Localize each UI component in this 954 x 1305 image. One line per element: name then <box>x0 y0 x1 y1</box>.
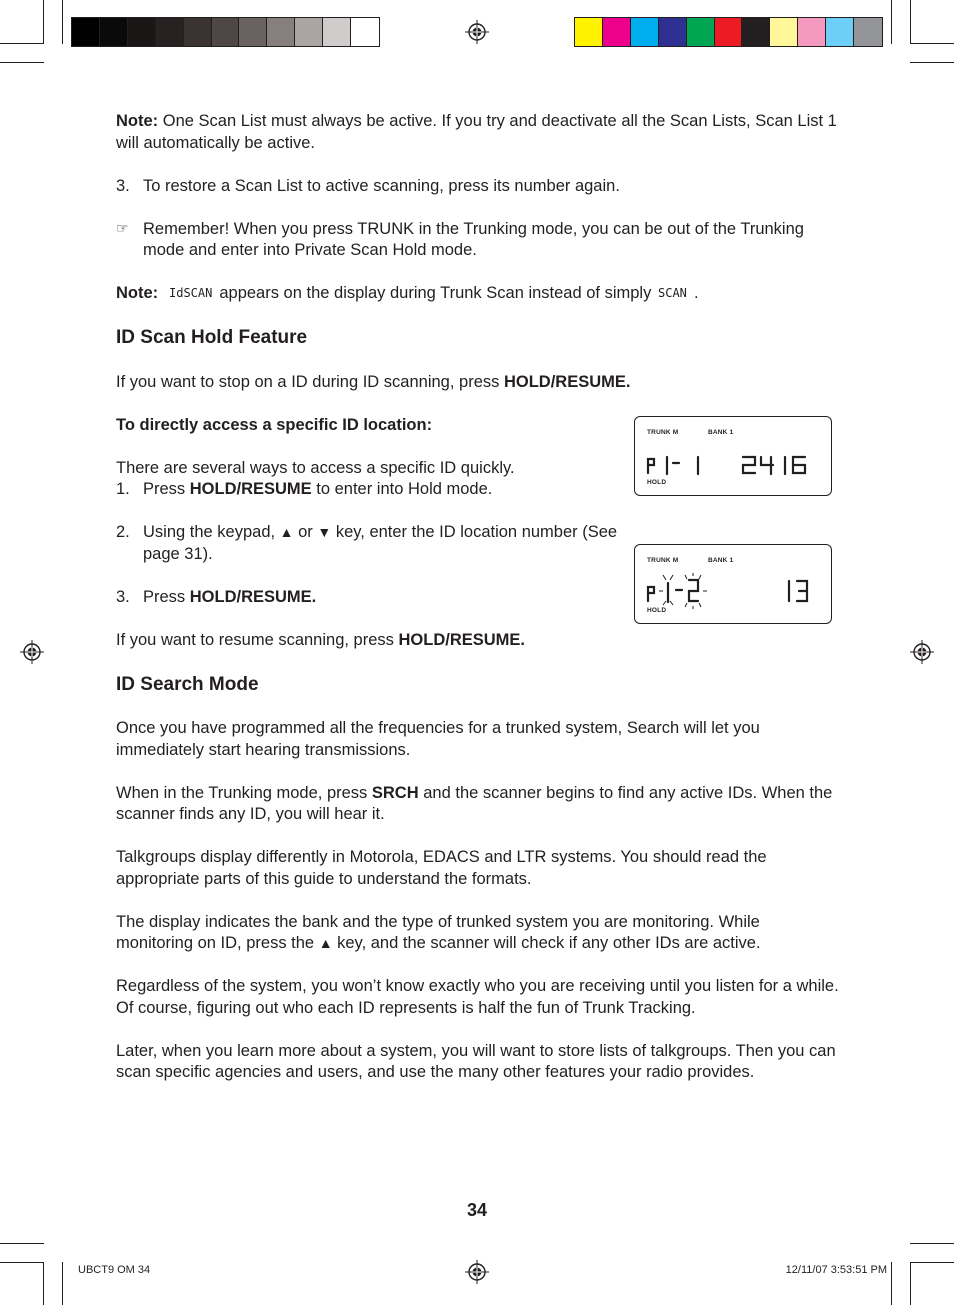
color-swatch <box>184 18 212 46</box>
registration-mark-icon <box>910 640 934 664</box>
crop-mark <box>0 62 44 63</box>
color-swatch <box>323 18 351 46</box>
color-swatch <box>742 18 770 46</box>
down-triangle-icon: ▼ <box>317 524 332 540</box>
slug-left: UBCT9 OM 34 <box>78 1264 151 1276</box>
pointing-hand-icon: ☞ <box>116 220 129 237</box>
crop-mark <box>0 1262 44 1263</box>
id-search-p2: When in the Trunking mode, press SRCH and the scanner begins to find any active IDs. When the scanner finds any ID, you will hear it. <box>116 783 833 823</box>
color-swatch <box>798 18 826 46</box>
scan-lcd-icon <box>658 284 694 300</box>
grayscale-color-bar <box>71 17 380 47</box>
crop-mark <box>0 43 44 44</box>
crop-mark <box>62 0 63 44</box>
crop-mark <box>891 1262 892 1305</box>
step-restore-scan-list: 3. To restore a Scan List to active scanning, press its number again. <box>116 176 620 195</box>
lcd-segment-digits <box>635 417 833 497</box>
color-swatch <box>631 18 659 46</box>
color-swatch <box>770 18 798 46</box>
remember-tip: ☞ Remember! When you press TRUNK in the Trunking mode, you can be out of the Trunking mode and enter into Private Scan Hold mode. <box>116 219 840 262</box>
page-number: 34 <box>466 1200 488 1220</box>
crop-mark <box>910 1262 911 1305</box>
crop-mark <box>43 0 44 44</box>
lcd-display-hold: TRUNK M BANK 1 HOLD <box>634 416 832 496</box>
note-scan-list: Note: One Scan List must always be active. If you try and deactivate all the Scan Lists, Scan List 1 will automatically be active. <box>116 112 837 152</box>
step-press-hold: 3. Press HOLD/RESUME. <box>116 587 317 606</box>
color-swatch <box>212 18 240 46</box>
id-scan-hold-intro: If you want to stop on a ID during ID scanning, press HOLD/RESUME. <box>116 372 631 391</box>
color-swatch <box>715 18 743 46</box>
color-swatch <box>239 18 267 46</box>
step-keypad: 2. Using the keypad, ▲ or ▼ key, enter the ID location number (See page 31). <box>116 523 618 563</box>
idscan-lcd-icon <box>169 284 215 300</box>
section-heading-id-search: ID Search Mode <box>116 673 259 695</box>
lcd-display-id-location: TRUNK M BANK 1 HOLD <box>634 544 832 624</box>
crop-mark <box>910 43 954 44</box>
color-swatch <box>267 18 295 46</box>
slug-right: 12/11/07 3:53:51 PM <box>785 1264 887 1276</box>
up-triangle-icon: ▲ <box>279 524 294 540</box>
id-search-p3: Talkgroups display differently in Motorola, EDACS and LTR systems. You should read the appropriate parts of this guide to understand the formats. <box>116 848 767 888</box>
ways-text: There are several ways to access a specific ID quickly. <box>116 458 515 477</box>
note-idscan-display: Note: IdSCAN appears on the display during Trunk Scan instead of simply SCAN . <box>116 284 699 302</box>
color-swatch <box>128 18 156 46</box>
color-swatch <box>156 18 184 46</box>
subheading-direct-access: To directly access a specific ID location: <box>116 415 433 434</box>
id-search-p5: Regardless of the system, you won’t know exactly who you are receiving until you listen for a while. Of course, figuring out who each ID represents is half the fun of Trunk Tracking. <box>116 977 839 1017</box>
resume-text: If you want to resume scanning, press HOLD/RESUME. <box>116 630 525 649</box>
color-swatch <box>603 18 631 46</box>
color-swatch <box>854 18 882 46</box>
registration-mark-icon <box>465 20 489 44</box>
crop-mark <box>910 1262 954 1263</box>
crop-mark <box>910 1243 954 1244</box>
section-heading-id-scan-hold: ID Scan Hold Feature <box>116 327 308 348</box>
color-swatch <box>295 18 323 46</box>
id-search-p4: The display indicates the bank and the type of trunked system you are monitoring. While monitoring on ID, press the ▲ key, and the scanner will check if any other IDs are active. <box>116 912 840 955</box>
color-swatch <box>826 18 854 46</box>
color-swatch <box>100 18 128 46</box>
color-swatch <box>351 18 379 46</box>
svg-text:SCAN: SCAN <box>657 286 687 300</box>
up-triangle-icon: ▲ <box>318 935 333 951</box>
id-search-p1: Once you have programmed all the frequencies for a trunked system, Search will let you immediately start hearing transmissions. <box>116 719 760 759</box>
svg-text:IdSCAN: IdSCAN <box>168 286 213 300</box>
crop-mark <box>910 62 954 63</box>
crop-mark <box>0 1243 44 1244</box>
process-color-bar <box>574 17 883 47</box>
color-swatch <box>659 18 687 46</box>
registration-mark-icon <box>20 640 44 664</box>
registration-mark-icon <box>465 1260 489 1284</box>
crop-mark <box>43 1262 44 1305</box>
id-search-p6: Later, when you learn more about a system, you will want to store lists of talkgroups. Then you can scan specific agencies and users, and use the many other features your radio provides. <box>116 1041 836 1081</box>
crop-mark <box>910 0 911 44</box>
lcd-segment-digits <box>635 545 833 625</box>
color-swatch <box>575 18 603 46</box>
crop-mark <box>891 0 892 44</box>
color-swatch <box>72 18 100 46</box>
step-hold: 1. Press HOLD/RESUME to enter into Hold mode. <box>116 480 493 498</box>
crop-mark <box>62 1262 63 1305</box>
color-swatch <box>687 18 715 46</box>
